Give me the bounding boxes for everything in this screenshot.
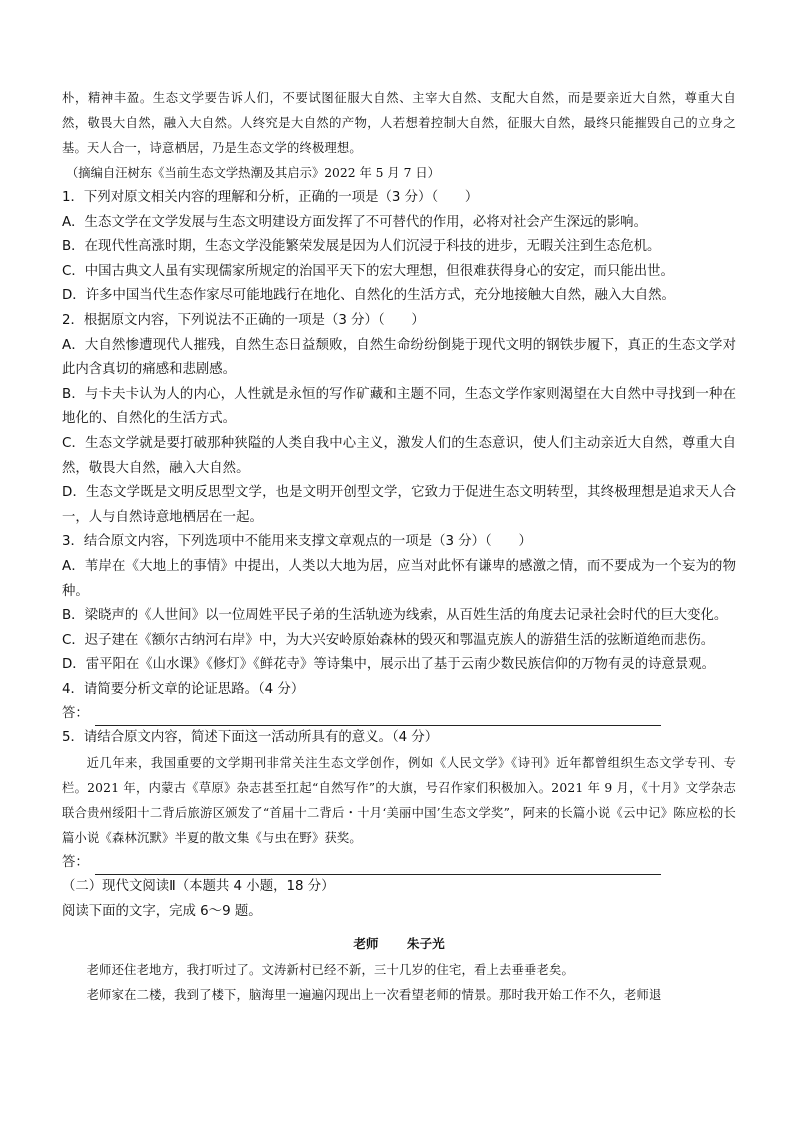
passage-top xyxy=(62,86,736,186)
story-title xyxy=(62,930,736,958)
question-3 xyxy=(62,530,736,678)
question-1-option-a: A．生态文学在文学发展与生态文明建设方面发挥了不可替代的作用，必将对社会产生深远的影响。 xyxy=(62,214,647,230)
question-2-option-a: A．大自然惨遭现代人摧残，自然生态日益颓败，自然生命纷纷倒毙于现代文明的钢铁步履下，真正的生态文学对此内含真切的痛感和悲剧感。 xyxy=(62,337,736,378)
question-3-option-a: A．苇岸在《大地上的事情》中提出，人类以大地为居，应当对此怀有谦卑的感激之情，而不要成为一个妄为的物种。 xyxy=(62,558,736,599)
story-paragraph: 老师还住老地方，我打听过了。文涛新村已经不新，三十几岁的住宅，看上去垂垂老矣。 xyxy=(86,963,574,978)
story-paragraph: 老师家在二楼，我到了楼下，脑海里一遍遍闪现出上一次看望老师的情景。那时我开始工作不久，老师退 xyxy=(86,988,662,1003)
passage-paragraph: 朴，精神丰盈。生态文学要告诉人们，不要试图征服大自然、主宰大自然、支配大自然，而是要亲近大自然，尊重大自然，敬畏大自然，融入大自然。人终究是大自然的产物，人若想着控制大自然，征服大自然，最终只能摧毁自己的立身之基。天人合一，诗意栖居，乃是生态文学的终极理想。 xyxy=(62,91,736,155)
question-2 xyxy=(62,309,736,530)
question-1 xyxy=(62,186,736,309)
question-3-option-b: B．梁晓声的《人世间》以一位周姓平民子弟的生活轨迹为线索，从百姓生活的角度去记录社会时代的巨大变化。 xyxy=(62,608,728,624)
question-2-option-d: D．生态文学既是文明反思型文学，也是文明开创型文学，它致力于促进生态文明转型，其终极理想是追求天人合一，人与自然诗意地栖居在一起。 xyxy=(62,485,736,525)
section-heading: （二）现代文阅读Ⅱ（本题共 4 小题，18 分） xyxy=(62,879,335,895)
question-2-stem: 2．根据原文内容，下列说法不正确的一项是（3 分）（ ） xyxy=(62,312,425,328)
question-1-option-b: B．在现代性高涨时期，生态文学没能繁荣发展是因为人们沉浸于科技的进步，无暇关注到生态危机。 xyxy=(62,239,661,255)
question-5-answer[interactable] xyxy=(62,851,736,875)
question-5-stem: 5．请结合原文内容，简述下面这一活动所具有的意义。（4 分） xyxy=(62,730,439,746)
question-1-stem: 1．下列对原文相关内容的理解和分析，正确的一项是（3 分）（ ） xyxy=(62,190,479,205)
section-instruction: 阅读下面的文字，完成 6～9 题。 xyxy=(62,903,262,919)
answer-line[interactable] xyxy=(95,711,661,726)
answer-label: 答： xyxy=(62,706,89,722)
question-4-stem: 4．请简要分析文章的论证思路。（4 分） xyxy=(62,681,305,697)
question-3-option-d: D．雷平阳在《山水课》《修灯》《鲜花寺》等诗集中，展示出了基于云南少数民族信仰的万物有灵的诗意景观。 xyxy=(62,657,716,673)
answer-label: 答： xyxy=(62,855,89,871)
source-note: （摘编自汪树东《当前生态文学热潮及其启示》2022 年 5 月 7 日） xyxy=(66,166,440,180)
question-2-option-b: B．与卡夫卡认为人的内心，人性就是永恒的写作矿藏和主题不同，生态文学作家则渴望在大自然中寻找到一种在地化的、自然化的生活方式。 xyxy=(62,386,736,427)
question-1-option-d: D．许多中国当代生态作家尽可能地践行在地化、自然化的生活方式，充分地接触大自然，融入大自然。 xyxy=(62,288,675,304)
question-3-option-c: C．迟子建在《额尔古纳河右岸》中，为大兴安岭原始森林的毁灭和鄂温克族人的游猎生活的弦断道绝而悲伤。 xyxy=(62,632,715,648)
story-title-text: 老师 xyxy=(353,936,379,952)
section-2 xyxy=(62,875,736,1008)
answer-line[interactable] xyxy=(95,860,661,875)
story-author: 朱子光 xyxy=(406,936,445,952)
question-4 xyxy=(62,678,736,727)
question-4-answer[interactable] xyxy=(62,702,736,726)
question-1-option-c: C．中国古典文人虽有实现儒家所规定的治国平天下的宏大理想，但很难获得身心的安定，而只能出世。 xyxy=(62,263,674,279)
question-2-option-c: C．生态文学就是要打破那种狭隘的人类自我中心主义，激发人们的生态意识，使人们主动亲近大自然，尊重大自然，敬畏大自然，融入大自然。 xyxy=(62,435,736,476)
question-3-stem: 3．结合原文内容，下列选项中不能用来支撑文章观点的一项是（3 分）（ ） xyxy=(62,534,532,550)
question-5 xyxy=(62,726,736,875)
question-5-material: 近几年来，我国重要的文学期刊非常关注生态文学创作，例如《人民文学》《诗刊》近年都曾组织生态文学专刊、专栏。2021 年，内蒙古《草原》杂志甚至扛起“自然写作”的大旗，号召作家们积极加入。2021 年 9 月，《十月》文学杂志联合贵州绥阳十二背后旅游区颁发了“首届十二背后・十月‘美丽中国’生态文学奖”，阿来的长篇小说《云中记》陈应松的长篇小说《森林沉默》半夏的散文集《与虫在野》获奖。 xyxy=(62,756,736,846)
